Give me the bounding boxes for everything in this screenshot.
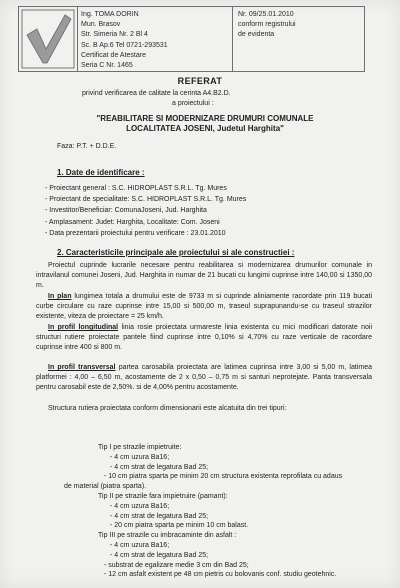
project-name <box>60 114 350 134</box>
transversal-text: partea carosabila proiectata are latimea cuprinsa intre 3,00 si 5,00 m, latimea platformei : 4,00 – 6,50 m, acostamente de 2 x 0,50 – 0,75 m si santuri neprotejate. Panta transversala pentru carosabil este de 2,50%. si de 4,00% pentru acostamente. <box>36 364 372 391</box>
stamp-series: Seria C Nr. 1465 <box>81 62 133 70</box>
type-1-heading: Tip I pe strazile impietruite: <box>98 444 182 451</box>
identification-item: - Data prezentarii proiectului pentru verificare : 23.01.2010 <box>45 228 365 239</box>
stamp-building: Sc. B Ap.6 Tel 0721-293531 <box>81 41 168 49</box>
identification-list <box>45 183 365 239</box>
identification-item: - Proiectant general : S.C. HIDROPLAST S.R.L. Tg. Mures <box>45 183 365 194</box>
plan-label: In plan <box>48 293 72 300</box>
transversal-label: In profil transversal <box>48 364 116 371</box>
type-2-layer: - 20 cm piatra sparta pe minim 10 cm balast. <box>110 522 249 530</box>
type-1-continuation: de material (piatra sparta). <box>64 483 147 491</box>
stamp-street: Str. Simeria Nr. 2 Bl 4 <box>81 31 148 39</box>
type-2-layer: - 4 cm strat de legatura Bad 25; <box>110 512 209 520</box>
paragraph-structure <box>36 404 372 414</box>
intro-text: Proiectul cuprinde lucrarile necesare pentru reabilitarea si modernizarea drumurilor comunale in intravilanul comunei Joseni, Jud. Harghita in numar de 21 bucati cu lungimi cuprinse intre 140,00 si 1350,00 m. <box>36 262 372 289</box>
phase-value: P.T. + D.D.E. <box>76 143 117 150</box>
document-title: REFERAT <box>177 76 223 86</box>
longitudinal-label: In profil longitudinal <box>48 324 119 331</box>
paragraph-intro <box>36 261 372 290</box>
type-3-layer: - 12 cm asfalt existent pe 48 cm pietris cu bolovanis conf. studiu geotehnic. <box>104 571 337 579</box>
type-2-layer: - 4 cm uzura Ba16; <box>110 502 170 510</box>
checkmark-logo-icon <box>19 7 78 71</box>
identification-item: - Amplasament: Judet: Harghita, Localitate: Com. Joseni <box>45 217 365 228</box>
project-name-line-1: "REABILITARE SI MODERNIZARE DRUMURI COMUNALE <box>96 114 314 123</box>
phase-line <box>57 143 116 150</box>
project-name-line-2: LOCALITATEA JOSENI, Judetul Harghita" <box>126 124 284 133</box>
stamp-engineer: Ing. TOMA DORIN <box>81 11 139 18</box>
type-1-layer: - 4 cm strat de legatura Bad 25; <box>110 463 209 471</box>
section-2-title: 2. Caracteristicile principale ale proiectului si ale constructiei : <box>57 248 295 257</box>
paragraph-plan <box>36 292 372 321</box>
structure-text: Structura rutiera proiectata conform dimensionarii este alcatuita din trei tipuri: <box>48 405 287 412</box>
identification-item: - Proiectant de specialitate: S.C. HIDROPLAST S.R.L. Tg. Mures <box>45 194 365 205</box>
type-2-heading: Tip II pe strazile fara impietruire (pamant): <box>98 492 228 500</box>
identification-item: - Investitor/Beneficiar: ComunaJoseni, Jud. Harghita <box>45 205 365 216</box>
type-1-layer: - 4 cm uzura Ba16; <box>110 453 170 461</box>
stamp-registry-evidence: de evidenta <box>238 31 275 39</box>
phase-label: Faza: <box>57 143 75 150</box>
stamp-city: Mun. Brasov <box>81 21 121 29</box>
stamp-registry-number: Nr. 09/25.01.2010 <box>238 11 294 18</box>
type-3-heading: Tip III pe strazile cu imbracaminte din asfalt : <box>98 532 237 540</box>
type-3-layer: - substrat de egalizare medie 3 cm din Bad 25; <box>104 561 249 569</box>
longitudinal-text: linia rosie proiectata urmareste linia existenta cu mici modificari datorate noii structuri rutiere proiectate pantele fiind cuprinse intre 0,10% si 4,70% cu raze verticale de racordare cuprinse intre 400 si 800 m. <box>36 324 373 351</box>
stamp-divider <box>232 7 233 71</box>
paragraph-transversal <box>36 363 372 392</box>
type-1-layer: - 10 cm piatra sparta pe minim 20 cm structura existenta reprofilata cu adaus <box>104 473 343 481</box>
type-3-layer: - 4 cm strat de legatura Bad 25; <box>110 551 209 559</box>
stamp-certificate: Certificat de Atestare <box>81 51 146 59</box>
section-1-title: 1. Date de identificare : <box>57 168 145 177</box>
document-subtitle-2: a proiectului : <box>172 100 214 107</box>
stamp-registry-conform: conform registrului <box>238 21 296 29</box>
paragraph-longitudinal <box>36 323 372 352</box>
road-structure-types <box>64 443 374 580</box>
document-subtitle: privind verificarea de calitate la cerinta A4.B2.D. <box>82 90 231 97</box>
plan-text: lungimea totala a drumului este de 9733 m si cuprinde aliniamente racordate prin 119 bucati curbe circulare cu raze cuprinse intre 15,00 si 500,00 m, traseul suprapunandu-se cu traseul strazilor existente, viteza de proiectare = 25 km/h. <box>36 293 372 320</box>
engineer-stamp <box>18 6 365 72</box>
type-3-layer: - 4 cm uzura Ba16; <box>110 541 170 549</box>
